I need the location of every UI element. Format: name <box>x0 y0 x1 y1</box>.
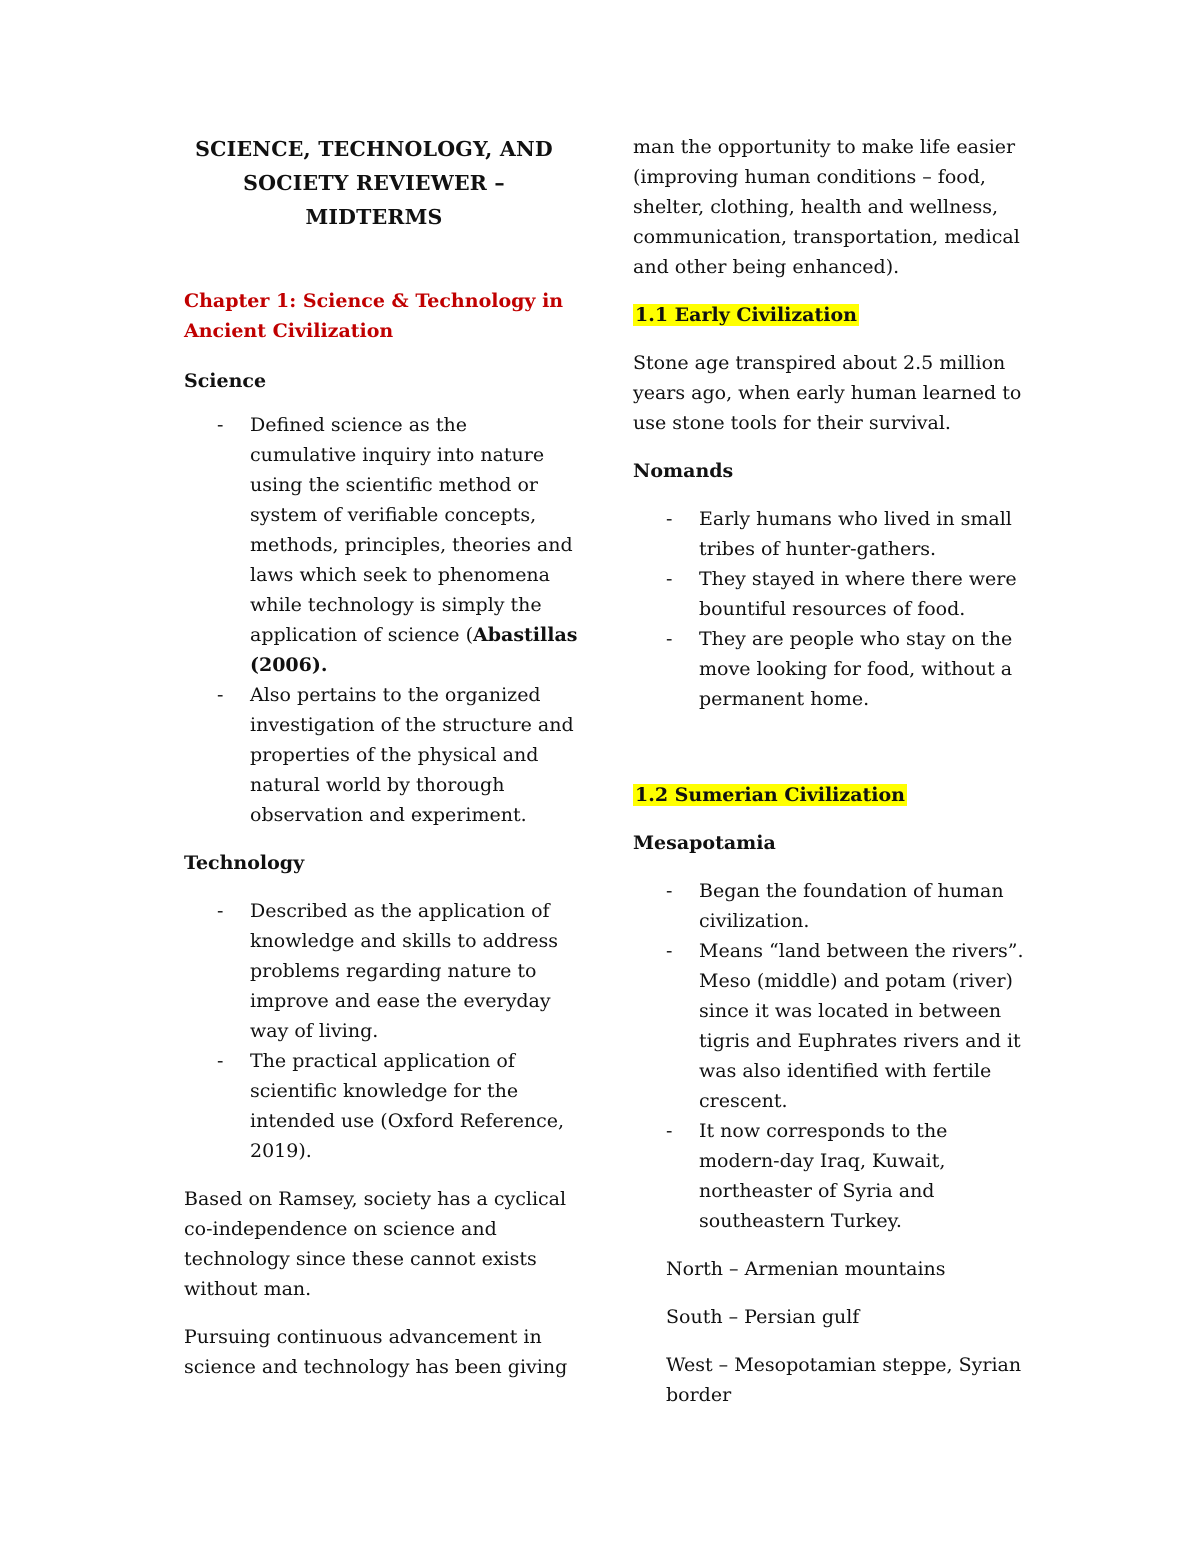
text-line: without man. <box>184 1278 312 1300</box>
text-line: Defined science as the <box>250 414 467 436</box>
text-line: properties of the physical and <box>250 744 539 766</box>
text-line: bountiful resources of food. <box>699 598 966 620</box>
text-line: scientific knowledge for the <box>250 1080 519 1102</box>
stone-age-paragraph <box>633 348 1033 438</box>
dash-bullet: - <box>666 628 673 650</box>
text-line: years ago, when early human learned to <box>633 382 1022 404</box>
science-list <box>184 410 584 830</box>
text-line: technology since these cannot exists <box>184 1248 537 1270</box>
dash-bullet: - <box>217 414 224 436</box>
text-line: Stone age transpired about 2.5 million <box>633 352 1006 374</box>
text-line: southeastern Turkey. <box>699 1210 902 1232</box>
border-north: North – Armenian mountains <box>666 1258 946 1280</box>
text-line: system of verifiable concepts, <box>250 504 537 526</box>
text-line: It now corresponds to the <box>699 1120 948 1142</box>
text-line: West – Mesopotamian steppe, Syrian <box>666 1354 1022 1376</box>
text-line: civilization. <box>699 910 810 932</box>
list-item <box>633 564 1033 624</box>
text-line: Meso (middle) and potam (river) <box>699 970 1013 992</box>
section-1-2-heading-line <box>633 780 1033 810</box>
text-line: science and technology has been giving <box>184 1356 568 1378</box>
list-item <box>184 1046 584 1166</box>
text-line: 2019). <box>250 1140 312 1162</box>
text-line: communication, transportation, medical <box>633 226 1020 248</box>
text-line: and other being enhanced). <box>633 256 900 278</box>
text-line: permanent home. <box>699 688 870 710</box>
text-line: tribes of hunter-gathers. <box>699 538 937 560</box>
mesopotamia-list <box>633 876 1033 1236</box>
text-line: since it was located in between <box>699 1000 1002 1022</box>
text-line: while technology is simply the <box>250 594 542 616</box>
list-item <box>184 680 584 830</box>
dash-bullet: - <box>666 940 673 962</box>
text-line: Pursuing continuous advancement in <box>184 1326 542 1348</box>
list-item <box>633 624 1033 714</box>
text-line: They stayed in where there were <box>699 568 1017 590</box>
text-line: man the opportunity to make life easier <box>633 136 1016 158</box>
list-item <box>633 936 1033 1116</box>
text-line: intended use (Oxford Reference, <box>250 1110 565 1132</box>
pursuing-paragraph <box>184 1322 584 1382</box>
right-column <box>633 132 1033 1410</box>
technology-heading: Technology <box>184 852 305 874</box>
border-west <box>633 1350 1033 1410</box>
text-line: border <box>666 1384 732 1406</box>
text-line: Early humans who lived in small <box>699 508 1012 530</box>
dash-bullet: - <box>666 568 673 590</box>
section-1-1-heading-line <box>633 300 1033 330</box>
continuation-paragraph <box>633 132 1033 282</box>
dash-bullet: - <box>666 880 673 902</box>
nomads-heading: Nomands <box>633 460 734 482</box>
text-line: Began the foundation of human <box>699 880 1004 902</box>
text-line: shelter, clothing, health and wellness, <box>633 196 999 218</box>
chapter-heading <box>184 286 584 346</box>
text-line: (improving human conditions – food, <box>633 166 986 188</box>
text-line: observation and experiment. <box>250 804 527 826</box>
nomads-list <box>633 504 1033 714</box>
text-line: tigris and Euphrates rivers and it <box>699 1030 1021 1052</box>
list-item <box>184 410 584 680</box>
title-line: MIDTERMS <box>305 205 443 229</box>
author-year: (2006). <box>250 654 328 676</box>
border-south: South – Persian gulf <box>666 1306 860 1328</box>
text-line: cumulative inquiry into nature <box>250 444 545 466</box>
title-line: SOCIETY REVIEWER – <box>243 171 505 195</box>
dash-bullet: - <box>217 900 224 922</box>
text-line: investigation of the structure and <box>250 714 574 736</box>
text-line: Also pertains to the organized <box>250 684 541 706</box>
text-line: move looking for food, without a <box>699 658 1013 680</box>
text-line: They are people who stay on the <box>699 628 1013 650</box>
chapter-line: Chapter 1: Science & Technology in <box>184 290 564 312</box>
text-line: methods, principles, theories and <box>250 534 573 556</box>
text-line: laws which seek to phenomena <box>250 564 551 586</box>
text-line: The practical application of <box>250 1050 515 1072</box>
text-line <box>250 620 584 650</box>
document-title <box>184 132 564 234</box>
technology-list <box>184 896 584 1166</box>
text-line: natural world by thorough <box>250 774 505 796</box>
dash-bullet: - <box>666 508 673 530</box>
text-line: improve and ease the everyday <box>250 990 551 1012</box>
text-line: Described as the application of <box>250 900 550 922</box>
title-line: SCIENCE, TECHNOLOGY, AND <box>195 137 553 161</box>
text-line: co-independence on science and <box>184 1218 497 1240</box>
text-line: using the scientific method or <box>250 474 538 496</box>
ramsey-paragraph <box>184 1184 584 1304</box>
section-1-2-heading: 1.2 Sumerian Civilization <box>635 784 905 806</box>
mesopotamia-heading: Mesapotamia <box>633 832 776 854</box>
text-line: way of living. <box>250 1020 379 1042</box>
text-line: modern-day Iraq, Kuwait, <box>699 1150 946 1172</box>
text-line: crescent. <box>699 1090 788 1112</box>
dash-bullet: - <box>217 684 224 706</box>
text-line: problems regarding nature to <box>250 960 537 982</box>
text-line: knowledge and skills to address <box>250 930 559 952</box>
list-item <box>633 1116 1033 1236</box>
author-name: Abastillas <box>473 624 578 646</box>
text-span: application of science ( <box>250 624 473 646</box>
dash-bullet: - <box>666 1120 673 1142</box>
text-line: Based on Ramsey, society has a cyclical <box>184 1188 567 1210</box>
chapter-line: Ancient Civilization <box>184 320 394 342</box>
dash-bullet: - <box>217 1050 224 1072</box>
list-item <box>633 876 1033 936</box>
text-line: northeaster of Syria and <box>699 1180 935 1202</box>
section-1-1-heading: 1.1 Early Civilization <box>635 304 857 326</box>
text-line: was also identified with fertile <box>699 1060 992 1082</box>
science-heading: Science <box>184 370 267 392</box>
left-column <box>184 132 584 1382</box>
list-item <box>184 896 584 1046</box>
text-line: Means “land between the rivers”. <box>699 940 1024 962</box>
list-item <box>633 504 1033 564</box>
text-line: use stone tools for their survival. <box>633 412 951 434</box>
